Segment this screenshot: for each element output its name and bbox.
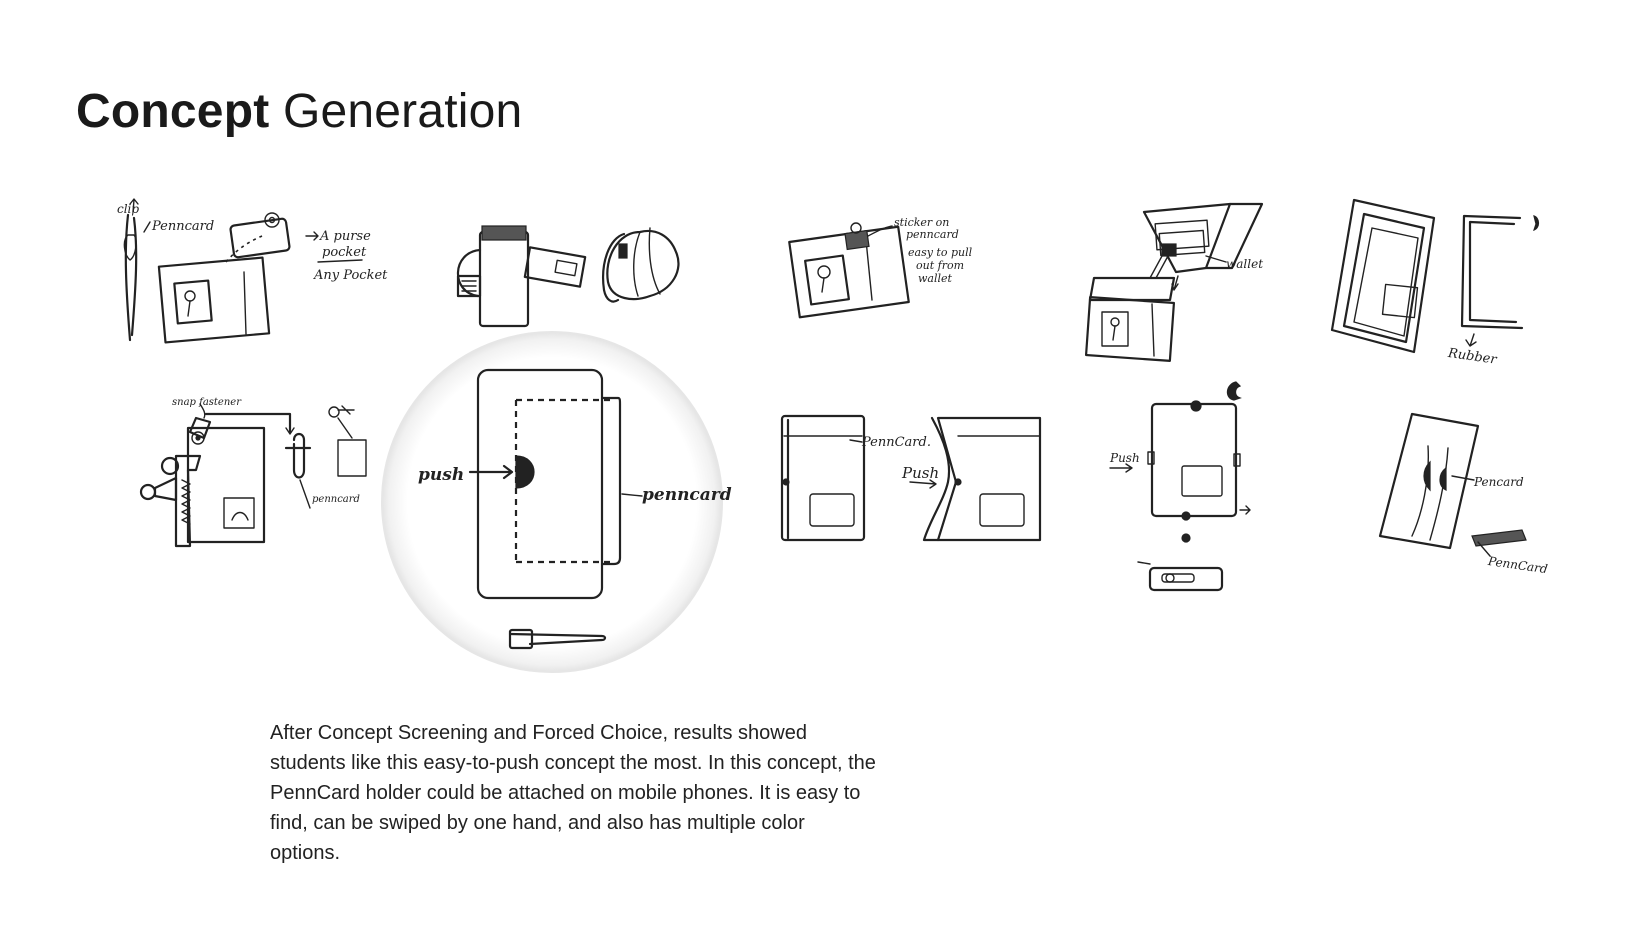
- label-wallet: wallet: [1226, 257, 1264, 271]
- label-snap-fastener: snap fastener: [172, 397, 241, 408]
- label-easy-2: out from: [916, 259, 965, 272]
- sketch-snap-fastener: [141, 397, 366, 546]
- title-regular: Generation: [282, 85, 523, 138]
- label-penncard-highlight: penncard: [642, 485, 732, 505]
- label-purse: A purse: [320, 229, 371, 244]
- label-penncard-6: penncard: [312, 494, 360, 505]
- label-pocket: pocket: [322, 245, 367, 260]
- concept-description: After Concept Screening and Forced Choice, results showed students like this easy-to-push concept the most. In this concept, the PennCard holder could be attached on mobile phones. It is easy to find, can be swiped by one hand, and also has multiple color options.: [270, 722, 876, 864]
- label-easy-1: easy to pull: [908, 246, 973, 259]
- sketch-slim-holder: [1380, 414, 1549, 576]
- sketch-push-concept-highlight: [382, 332, 732, 672]
- label-push-9: Push: [1110, 451, 1140, 465]
- label-penncard-10b: PennCard: [1487, 554, 1549, 577]
- title-bold: Concept: [76, 85, 270, 138]
- sketch-push-buttons: [1109, 382, 1250, 590]
- sketch-clip-purse: [117, 199, 388, 342]
- label-sticker-1: sticker on: [894, 216, 950, 229]
- label-push-highlight: push: [418, 465, 465, 485]
- sketch-armband-backpack: [458, 226, 679, 326]
- label-sticker-2: penncard: [906, 228, 959, 241]
- sketch-side-slide: [782, 416, 1040, 540]
- label-rubber: Rubber: [1447, 346, 1498, 368]
- label-clip: clip: [117, 202, 140, 216]
- label-penncard-1: Penncard: [152, 219, 215, 234]
- sketch-sticker-card: [789, 216, 972, 317]
- label-push-8: Push: [902, 464, 940, 482]
- label-easy-3: wallet: [918, 272, 952, 285]
- label-penncard-8: PennCard.: [862, 435, 931, 450]
- sketch-wallet-pull: [1086, 204, 1263, 361]
- label-any-pocket: Any Pocket: [314, 268, 388, 283]
- sketch-rubber-frame: [1332, 200, 1539, 368]
- label-penncard-10a: Pencard: [1474, 475, 1524, 489]
